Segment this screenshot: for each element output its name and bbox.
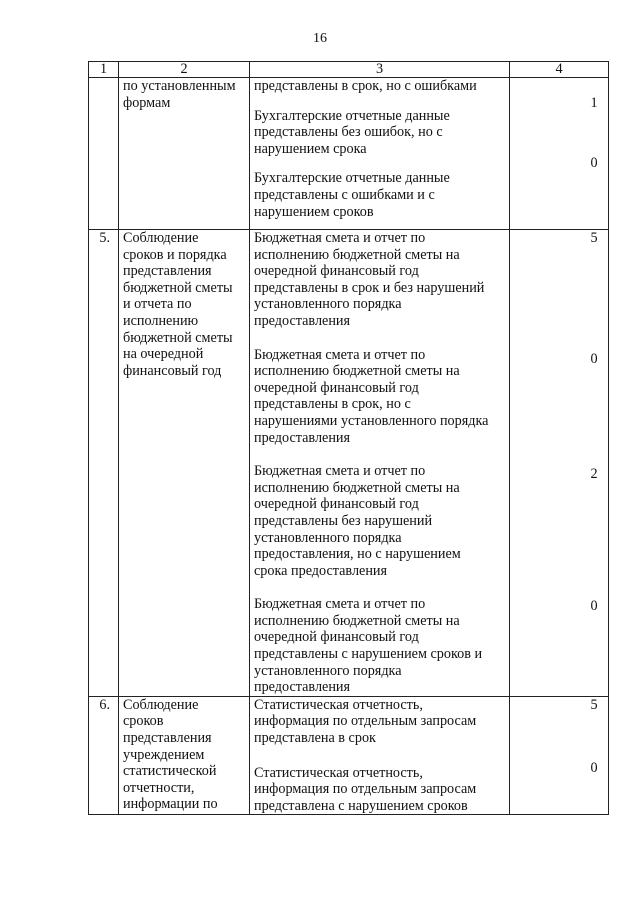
criterion-line: Соблюдение — [123, 696, 199, 713]
criteria-table — [88, 61, 609, 815]
description-line: представлены с ошибками и с — [254, 186, 435, 203]
description-line: предоставления, но с нарушением — [254, 546, 461, 563]
column-header: 2 — [119, 62, 250, 78]
column-header: 3 — [250, 62, 510, 78]
score-value: 0 — [590, 350, 598, 367]
score-cell — [510, 78, 609, 230]
criterion-line: бюджетной сметы — [123, 279, 233, 296]
table-row — [89, 696, 609, 815]
description-line: очередной финансовый год — [254, 379, 419, 396]
criterion-line: представления — [123, 730, 212, 747]
description-line: срока предоставления — [254, 562, 388, 579]
score-value: 5 — [590, 230, 598, 246]
description-line: установленного порядка — [254, 662, 402, 679]
description-line: исполнению бюджетной сметы на — [254, 246, 460, 263]
description-line: представлена с нарушением сроков — [254, 797, 468, 814]
description-line: исполнению бюджетной сметы на — [254, 363, 460, 380]
description-line: представлены с нарушением сроков и — [254, 646, 483, 663]
description-line: установленного порядка — [254, 296, 402, 313]
criterion-line: сроков и порядка — [123, 246, 227, 263]
criterion-line: статистической — [123, 763, 217, 780]
row-number: 6. — [89, 696, 119, 815]
description-line: Бюджетная смета и отчет по — [254, 463, 426, 480]
description-line: Бюджетная смета и отчет по — [254, 596, 426, 613]
description-line: нарушениями установленного порядка — [254, 412, 489, 429]
table-row — [89, 78, 609, 230]
description-line: представлена в срок — [254, 730, 376, 747]
criterion-line: на очередной — [123, 346, 204, 363]
description-line: Бюджетная смета и отчет по — [254, 230, 426, 246]
score-value: 0 — [590, 597, 598, 614]
criterion-line: представления — [123, 263, 212, 280]
description-line: предоставления — [254, 679, 351, 696]
criterion-line: финансовый год — [123, 362, 222, 379]
description-line: представлены без ошибок, но с — [254, 124, 443, 141]
description-line: представлены в срок, но с — [254, 396, 411, 413]
description-line: представлены в срок и без нарушений — [254, 279, 485, 296]
column-header: 1 — [89, 62, 119, 78]
description-line: Бухгалтерские отчетные данные — [254, 170, 450, 187]
score-value: 5 — [590, 696, 598, 713]
criterion-cell — [119, 696, 250, 815]
description-cell — [250, 78, 510, 230]
criterion-line: и отчета по — [123, 296, 192, 313]
description-line: очередной финансовый год — [254, 629, 419, 646]
description-line: исполнению бюджетной сметы на — [254, 479, 460, 496]
score-cell — [510, 230, 609, 697]
description-line: очередной финансовый год — [254, 263, 419, 280]
score-value: 0 — [590, 154, 598, 171]
criterion-line: Соблюдение — [123, 230, 199, 246]
criterion-line: по установленным — [123, 78, 236, 94]
description-cell — [250, 230, 510, 697]
score-cell — [510, 696, 609, 815]
row-number: 5. — [89, 230, 119, 697]
description-line: Статистическая отчетность, — [254, 696, 423, 713]
table-row — [89, 230, 609, 697]
row-number — [89, 78, 119, 230]
criterion-cell — [119, 230, 250, 697]
table-header-row — [89, 62, 609, 78]
criterion-line: отчетности, — [123, 779, 195, 796]
score-value: 0 — [590, 760, 598, 777]
criterion-line: информации по — [123, 796, 218, 813]
description-line: нарушением срока — [254, 140, 367, 157]
criterion-cell — [119, 78, 250, 230]
criterion-line: исполнению — [123, 312, 199, 329]
description-line: нарушением сроков — [254, 203, 374, 220]
description-line: информация по отдельным запросам — [254, 713, 477, 730]
criterion-line: бюджетной сметы — [123, 329, 233, 346]
description-line: информация по отдельным запросам — [254, 781, 477, 798]
criterion-line: формам — [123, 94, 171, 111]
description-line: очередной финансовый год — [254, 496, 419, 513]
description-line: Бюджетная смета и отчет по — [254, 346, 426, 363]
criterion-line: учреждением — [123, 746, 205, 763]
score-value: 1 — [590, 95, 598, 111]
description-line: предоставления — [254, 312, 351, 329]
description-line: Статистическая отчетность, — [254, 764, 423, 781]
description-cell — [250, 696, 510, 815]
page-number: 16 — [313, 31, 327, 46]
column-header: 4 — [510, 62, 609, 78]
description-line: исполнению бюджетной сметы на — [254, 612, 460, 629]
criterion-line: сроков — [123, 713, 164, 730]
description-line: Бухгалтерские отчетные данные — [254, 107, 450, 124]
description-line: установленного порядка — [254, 529, 402, 546]
score-value: 2 — [590, 466, 598, 483]
description-line: представлены в срок, но с ошибками — [254, 78, 477, 94]
description-line: представлены без нарушений — [254, 512, 433, 529]
description-line: предоставления — [254, 429, 351, 446]
